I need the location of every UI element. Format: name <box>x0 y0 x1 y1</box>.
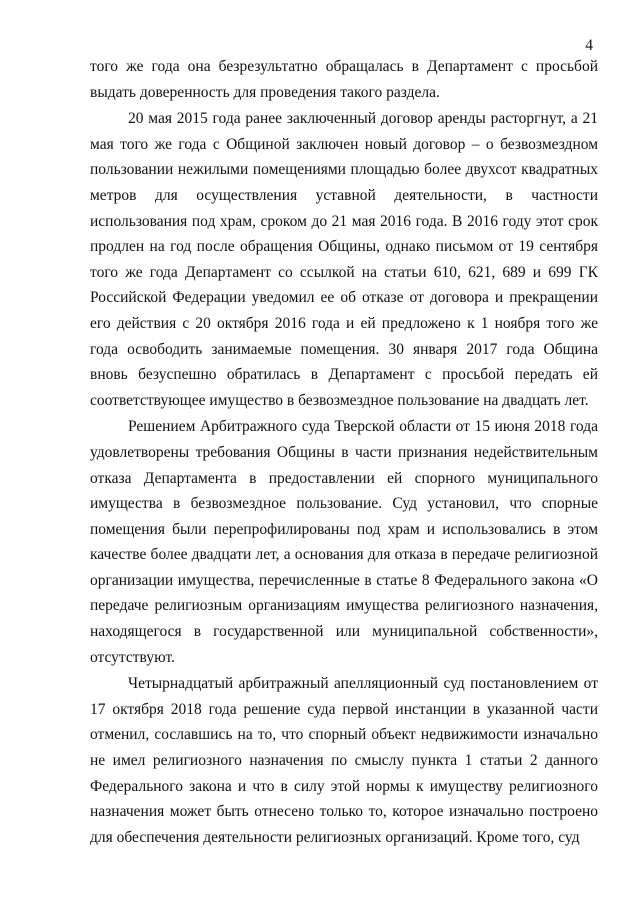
paragraph-arbitration-decision: Решением Арбитражного суда Тверской области от 15 июня 2018 года удовлетворены требования Общины в части признания недействительным отказа Департамента в предоставлении ей спорного муниципального имущества в безвозмездное пользование. Суд установил, что спорные помещения были перепрофилированы под храм и использовались в этом качестве более двадцати лет, а основания для отказа в передаче религиозной организации имущества, перечисленные в статье 8 Федерального закона «О передаче религиозным организациям имущества религиозного назначения, находящегося в государственной или муниципальной собственности», отсутствуют. <box>90 418 598 666</box>
page-number: 4 <box>585 37 593 54</box>
document-body <box>90 54 598 850</box>
paragraph-appeal-decision: Четырнадцатый арбитражный апелляционный суд постановлением от 17 октября 2018 года решение суда первой инстанции в указанной части отменил, сославшись на то, что спорный объект недвижимости изначально не имел религиозного назначения по смыслу пункта 1 статьи 2 данного Федерального закона и что в силу этой нормы к имуществу религиозного назначения может быть отнесено только то, которое изначально построено для обеспечения деятельности религиозных организаций. Кроме того, суд <box>90 675 598 846</box>
paragraph-lease-agreement: 20 мая 2015 года ранее заключенный договор аренды расторгнут, а 21 мая того же года с Общиной заключен новый договор – о безвозмездном пользовании нежилыми помещениями площадью более двухсот квадратных метров для осуществления уставной деятельности, в частности использования под храм, сроком до 21 мая 2016 года. В 2016 году этот срок продлен на год после обращения Общины, однако письмом от 19 сентября того же года Департамент со ссылкой на статьи 610, 621, 689 и 699 ГК Российской Федерации уведомил ее об отказе от договора и прекращении его действия с 20 октября 2016 года и ей предложено к 1 ноября того же года освободить занимаемые помещения. 30 января 2017 года Община вновь безуспешно обратилась в Департамент с просьбой передать ей соответствующее имущество в безвозмездное пользование на двадцать лет. <box>90 110 598 409</box>
paragraph-continuation: того же года она безрезультатно обращалась в Департамент с просьбой выдать доверенность для проведения такого раздела. <box>90 58 598 101</box>
